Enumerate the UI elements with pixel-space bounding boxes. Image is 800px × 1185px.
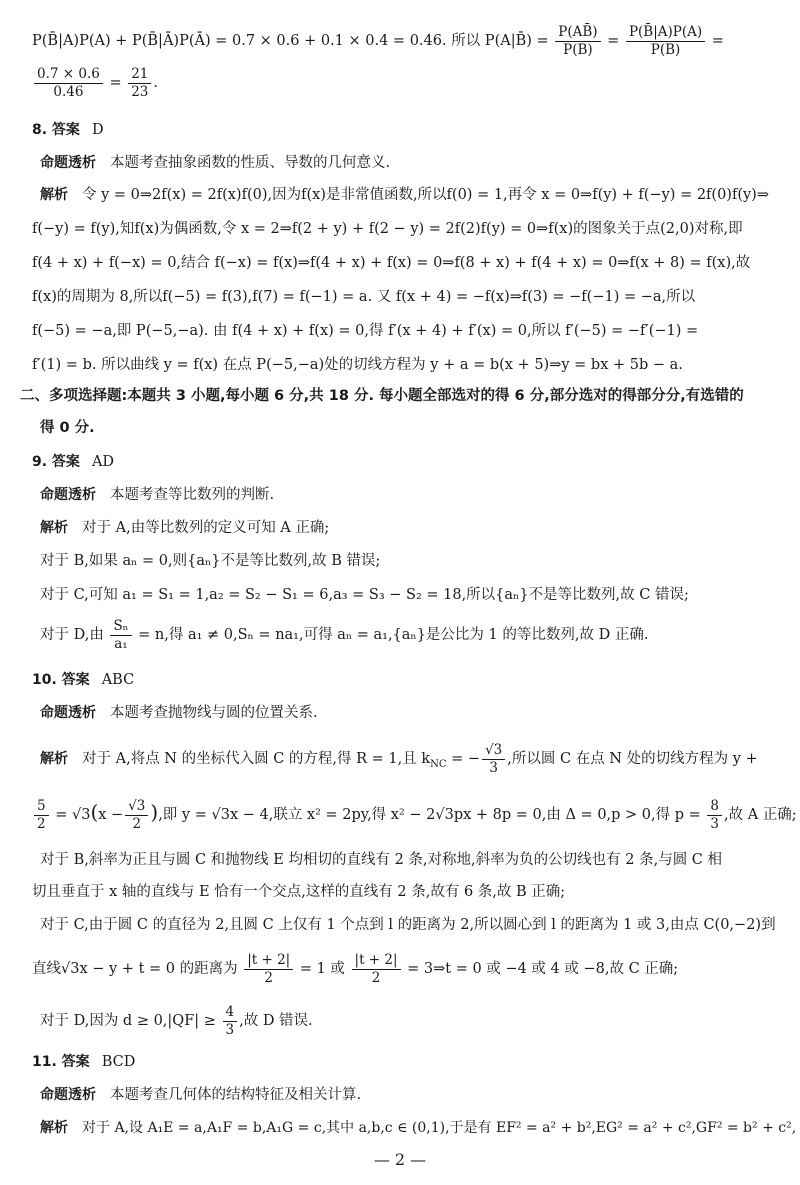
q10-insight: 命题透析 本题考查抛物线与圆的位置关系.	[40, 705, 318, 721]
q10-answer-line: 10. 答案 ABC	[32, 672, 135, 688]
q11-insight: 命题透析 本题考查几何体的结构特征及相关计算.	[40, 1087, 362, 1103]
fraction: $\frac{|t + 2|}{2}$	[352, 952, 401, 987]
q11-answer-line: 11. 答案 BCD	[32, 1054, 136, 1070]
fraction: $\frac{5}{2}$	[34, 798, 49, 833]
q9-analysis-line: 对于 D,由 $\frac{\text{Sₙ}}{\text{a₁}}$ = n,得 a₁ ≠ 0,Sₙ = na₁,可得 aₙ = a₁,{aₙ}是公比为 1 的等比数列,故 D 正确.	[40, 617, 649, 652]
fraction: $\frac{8}{3}$	[707, 798, 722, 833]
fraction: $\frac{P(AB̄)}{P(B̄)}$	[555, 24, 600, 59]
fraction: $\frac{21}{23}$	[128, 66, 151, 101]
q10-analysis-line: 直线√3x − y + t = 0 的距离为 $\frac{|t + 2|}{2}$ = 1 或 $\frac{|t + 2|}{2}$ = 3⇒t = 0 或 −4 或 4 或 −8,故 C 正确;	[32, 951, 679, 986]
fraction: $\frac{√3}{3}$	[482, 742, 505, 777]
q10-analysis-line: 对于 C,由于圆 C 的直径为 2,且圆 C 上仅有 1 个点到 l 的距离为 2,所以圆心到 l 的距离为 1 或 3,由点 C(0,−2)到	[40, 917, 776, 933]
q9-analysis-line: 对于 C,可知 a₁ = S₁ = 1,a₂ = S₂ − S₁ = 6,a₃ = S₃ − S₂ = 18,所以{aₙ}不是等比数列,故 C 错误;	[40, 587, 689, 603]
q8-analysis-line: f(x)的周期为 8,所以f(−5) = f(3),f(7) = f(−1) = a. 又 f(x + 4) = −f(x)⇒f(3) = −f(−1) = −a,所以	[32, 289, 696, 305]
q8-answer-line: 8. 答案 D	[32, 122, 104, 138]
q9-analysis-line: 解析 对于 A,由等比数列的定义可知 A 正确;	[40, 520, 330, 536]
section-heading: 得 0 分.	[40, 420, 95, 436]
fraction: $\frac{|t + 2|}{2}$	[244, 952, 293, 987]
text-line: P(B̄|A)P(A) + P(B̄|Ā)P(Ā) = 0.7 × 0.6 + 0.1 × 0.4 = 0.46. 所以 P(A|B̄) = $\frac{P(AB̄)}{P(B̄)}$ = $\frac{P(B̄|A)P(A)}{P(B̄)}$ =	[32, 23, 724, 58]
text-line: $\frac{0.7 \times 0.6}{0.46}$ = $\frac{21}{23}$ .	[32, 64, 778, 102]
section-heading: 二、多项选择题:本题共 3 小题,每小题 6 分,共 18 分. 每小题全部选对的得 6 分,部分选对的得部分分,有选错的	[20, 388, 744, 404]
q8-analysis-line: f(−y) = f(y),知f(x)为偶函数,令 x = 2⇒f(2 + y) + f(2 − y) = 2f(2)f(y) = 0⇒f(x)的图象关于点(2,0)对称,即	[32, 221, 743, 237]
q10-analysis-line: 对于 D,因为 d ≥ 0,|QF| ≥ $\frac{4}{3}$ ,故 D 错误.	[40, 1003, 313, 1038]
q11-analysis-line: 解析 对于 A,设 A₁E = a,A₁F = b,A₁G = c,其中 a,b,c ∈ (0,1),于是有 EF² = a² + b²,EG² = a² + c²,GF² = b² + c²,	[40, 1120, 797, 1136]
q10-analysis-line: $\frac{5}{2}$ = √3(x − $\frac{√3}{2}$ ),即 y = √3x − 4,联立 x² = 2py,得 x² − 2√3px + 8p = 0,由 Δ = 0,p > 0,得 p = $\frac{8}{3}$ ,故 A 正确;	[32, 793, 778, 834]
fraction: $\frac{4}{3}$	[223, 1004, 238, 1039]
q9-analysis-line: 对于 B,如果 aₙ = 0,则{aₙ}不是等比数列,故 B 错误;	[40, 553, 381, 569]
fraction: $\frac{P(B̄|A)P(A)}{P(B̄)}$	[626, 24, 705, 59]
q8-insight: 命题透析 本题考查抽象函数的性质、导数的几何意义.	[40, 155, 391, 171]
q10-analysis-line: 解析 对于 A,将点 N 的坐标代入圆 C 的方程,得 R = 1,且 $k_{NC}$ = − $\frac{√3}{3}$ ,所以圆 C 在点 N 处的切线方程为 y +	[40, 741, 758, 776]
q10-analysis-line: 对于 B,斜率为正且与圆 C 和抛物线 E 均相切的直线有 2 条,对称地,斜率为负的公切线也有 2 条,与圆 C 相	[40, 852, 723, 868]
fraction: $\frac{0.7 \times 0.6}{0.46}$	[34, 66, 103, 101]
q9-answer-line: 9. 答案 AD	[32, 454, 115, 470]
q8-analysis-line: f(−5) = −a,即 P(−5,−a). 由 f(4 + x) + f(x) = 0,得 f′(x + 4) + f′(x) = 0,所以 f′(−5) = −f′(−1) =	[32, 323, 699, 339]
fraction: $\frac{\text{Sₙ}}{\text{a₁}}$	[110, 618, 131, 653]
page-number: — 2 —	[373, 1150, 427, 1169]
q8-analysis-line: f(4 + x) + f(−x) = 0,结合 f(−x) = f(x)⇒f(4 + x) + f(x) = 0⇒f(8 + x) + f(4 + x) = 0⇒f(x + 8) = f(x),故	[32, 255, 751, 271]
q10-analysis-line: 切且垂直于 x 轴的直线与 E 恰有一个交点,这样的直线有 2 条,故有 6 条,故 B 正确;	[32, 884, 566, 900]
fraction: $\frac{√3}{2}$	[125, 798, 148, 833]
q8-analysis-line: f′(1) = b. 所以曲线 y = f(x) 在点 P(−5,−a)处的切线方程为 y + a = b(x + 5)⇒y = bx + 5b − a.	[32, 357, 683, 373]
q8-analysis-line: 解析 令 y = 0⇒2f(x) = 2f(x)f(0),因为f(x)是非常值函数,所以f(0) = 1,再令 x = 0⇒f(y) + f(−y) = 2f(0)f(y)⇒	[40, 187, 769, 203]
q9-insight: 命题透析 本题考查等比数列的判断.	[40, 487, 275, 503]
